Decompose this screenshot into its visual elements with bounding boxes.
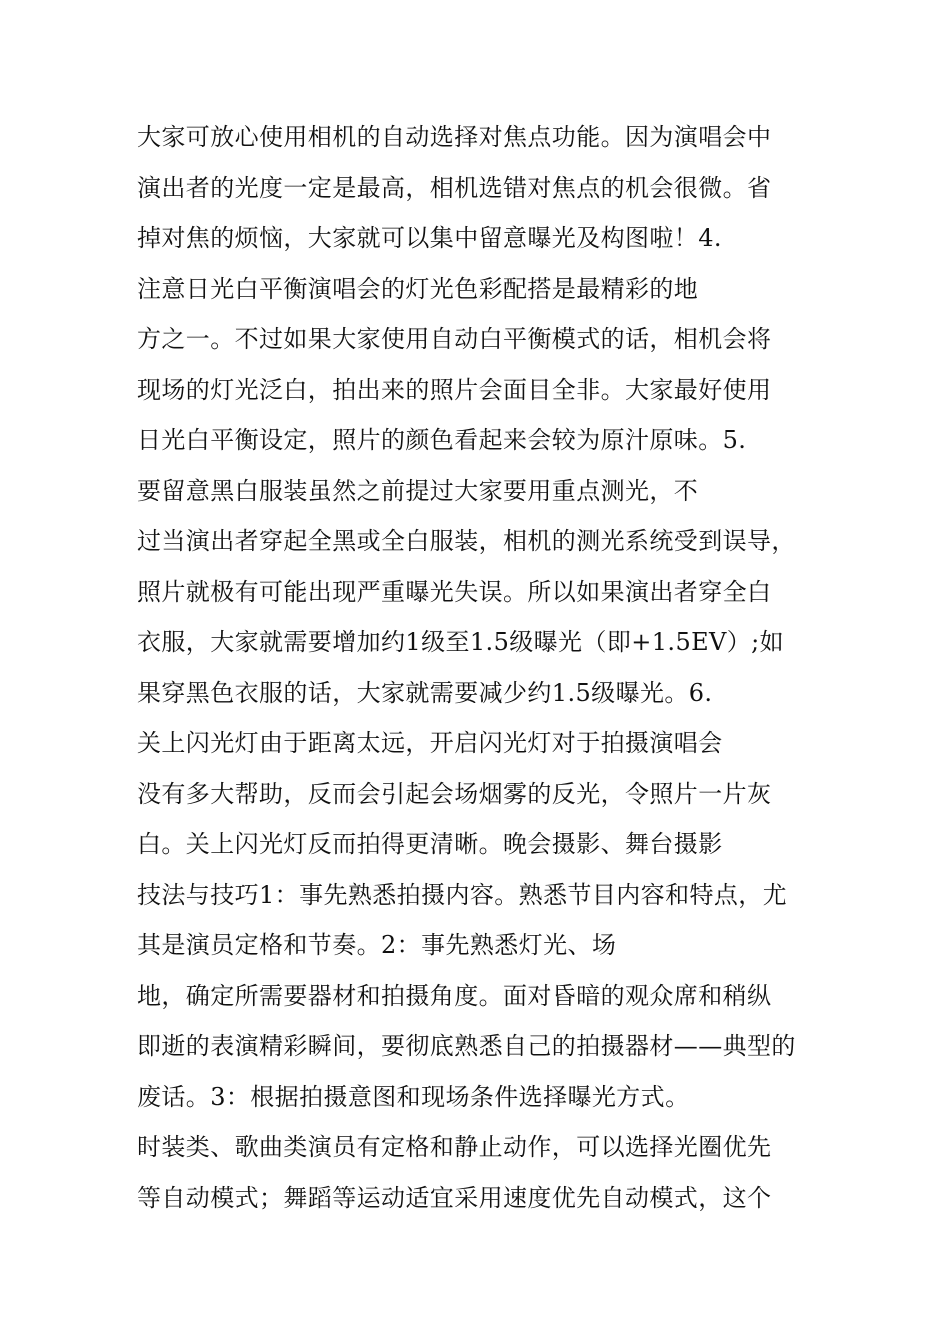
text-line: 演出者的光度一定是最高，相机选错对焦点的机会很微。省 (137, 173, 772, 202)
body-text (137, 112, 837, 1223)
text-line: 其是演员定格和节奏。2：事先熟悉灯光、场 (137, 931, 617, 959)
text-line: 等自动模式；舞蹈等运动适宜采用速度优先自动模式，这个 (137, 1183, 772, 1212)
text-line: 现场的灯光泛白，拍出来的照片会面目全非。大家最好使用 (137, 375, 772, 404)
text-line: 日光白平衡设定，照片的颜色看起来会较为原汁原味。5. (137, 426, 747, 454)
text-line: 大家可放心使用相机的自动选择对焦点功能。因为演唱会中 (137, 123, 772, 151)
text-line: 地，确定所需要器材和拍摄角度。面对昏暗的观众席和稍纵 (137, 981, 772, 1010)
text-line: 果穿黑色衣服的话，大家就需要减少约1.5级曝光。6. (137, 678, 713, 707)
text-line: 注意日光白平衡演唱会的灯光色彩配搭是最精彩的地 (137, 274, 699, 303)
text-line: 时装类、歌曲类演员有定格和静止动作，可以选择光圈优先 (137, 1133, 772, 1161)
text-line: 方之一。不过如果大家使用自动白平衡模式的话，相机会将 (137, 325, 772, 353)
text-line: 没有多大帮助，反而会引起会场烟雾的反光，令照片一片灰 (137, 779, 772, 808)
text-line: 要留意黑白服装虽然之前提过大家要用重点测光，不 (137, 476, 699, 505)
text-line: 废话。3：根据拍摄意图和现场条件选择曝光方式。 (137, 1082, 690, 1111)
text-line: 掉对焦的烦恼，大家就可以集中留意曝光及构图啦！4. (137, 224, 722, 252)
text-line: 衣服，大家就需要增加约1级至1.5级曝光（即+1.5EV）;如 (137, 628, 785, 656)
text-line: 技法与技巧1：事先熟悉拍摄内容。熟悉节目内容和特点，尤 (137, 880, 788, 909)
text-line: 即逝的表演精彩瞬间，要彻底熟悉自己的拍摄器材——典型的 (137, 1032, 796, 1060)
text-line: 过当演出者穿起全黑或全白服装，相机的测光系统受到误导， (137, 527, 796, 555)
text-line: 关上闪光灯由于距离太远，开启闪光灯对于拍摄演唱会 (137, 729, 723, 757)
text-line: 照片就极有可能出现严重曝光失误。所以如果演出者穿全白 (137, 577, 772, 606)
text-line: 白。关上闪光灯反而拍得更清晰。晚会摄影、舞台摄影 (137, 830, 723, 858)
